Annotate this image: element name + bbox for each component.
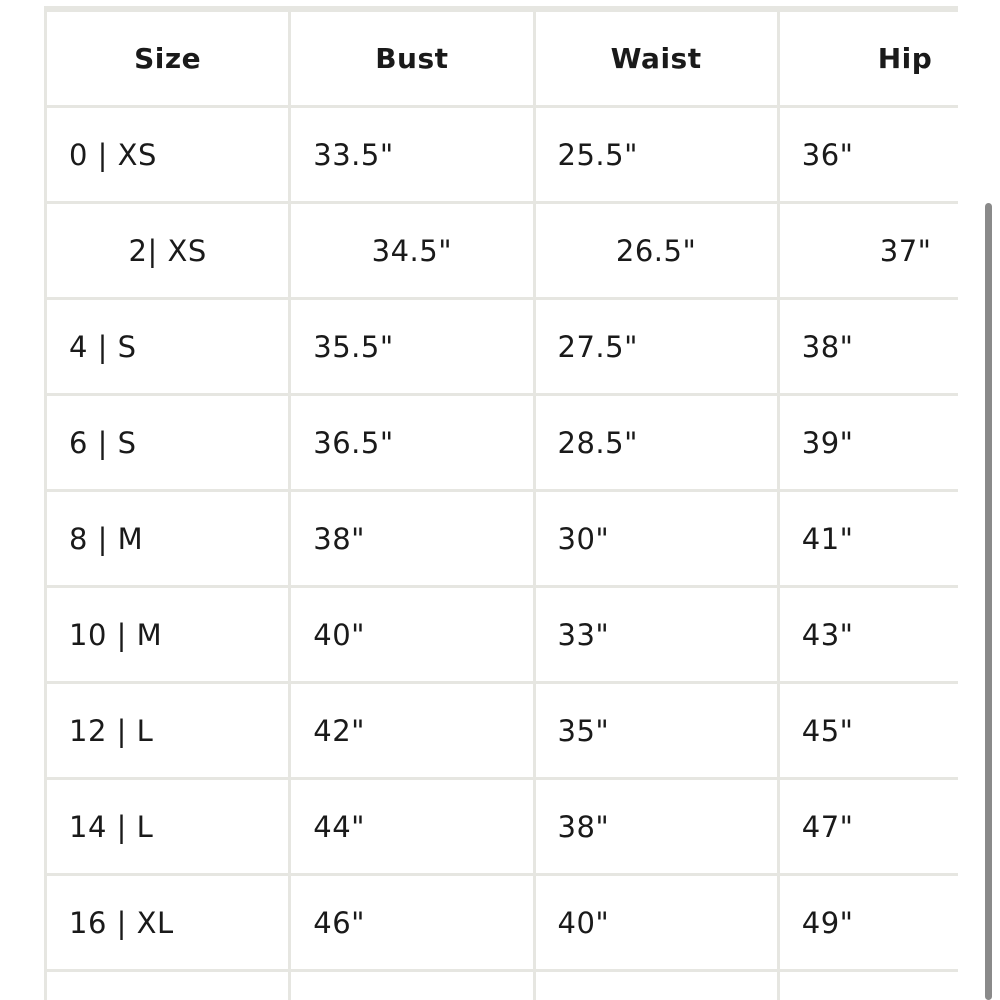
cell-bust: 44" [290, 779, 534, 875]
cell-bust [290, 971, 534, 1000]
cell-hip: 45" [778, 683, 958, 779]
cell-hip: 38" [778, 299, 958, 395]
header-waist: Waist [534, 11, 778, 107]
table-row [46, 395, 959, 491]
cell-size: 12 | L [46, 683, 290, 779]
cell-bust: 38" [290, 491, 534, 587]
cell-waist [534, 971, 778, 1000]
cell-bust: 40" [290, 587, 534, 683]
cell-size: 10 | M [46, 587, 290, 683]
cell-bust: 36.5" [290, 395, 534, 491]
cell-hip: 47" [778, 779, 958, 875]
cell-size: 16 | XL [46, 875, 290, 971]
size-chart [44, 6, 958, 1000]
cell-hip: 39" [778, 395, 958, 491]
table-row [46, 491, 959, 587]
table-row [46, 683, 959, 779]
cell-hip: 43" [778, 587, 958, 683]
table-header-row [46, 11, 959, 107]
cell-size: 0 | XS [46, 107, 290, 203]
cell-waist: 26.5" [534, 203, 778, 299]
header-bust: Bust [290, 11, 534, 107]
cell-size: 4 | S [46, 299, 290, 395]
header-size: Size [46, 11, 290, 107]
header-hip: Hip [778, 11, 958, 107]
cell-hip: 41" [778, 491, 958, 587]
cell-bust: 34.5" [290, 203, 534, 299]
cell-hip [778, 971, 958, 1000]
cell-waist: 40" [534, 875, 778, 971]
cell-bust: 46" [290, 875, 534, 971]
table-row [46, 587, 959, 683]
table-row [46, 203, 959, 299]
size-table [44, 9, 958, 1000]
cell-waist: 33" [534, 587, 778, 683]
cell-bust: 35.5" [290, 299, 534, 395]
cell-size: 6 | S [46, 395, 290, 491]
cell-size: 2| XS [46, 203, 290, 299]
cell-waist: 30" [534, 491, 778, 587]
cell-waist: 35" [534, 683, 778, 779]
cell-waist: 27.5" [534, 299, 778, 395]
cell-hip: 37" [778, 203, 958, 299]
table-row [46, 107, 959, 203]
cell-size [46, 971, 290, 1000]
cell-waist: 25.5" [534, 107, 778, 203]
table-row [46, 299, 959, 395]
cell-bust: 33.5" [290, 107, 534, 203]
cell-hip: 49" [778, 875, 958, 971]
table-row [46, 779, 959, 875]
vertical-scrollbar-thumb[interactable] [985, 203, 992, 1000]
cell-waist: 38" [534, 779, 778, 875]
cell-hip: 36" [778, 107, 958, 203]
cell-waist: 28.5" [534, 395, 778, 491]
cell-size: 8 | M [46, 491, 290, 587]
table-row [46, 875, 959, 971]
cell-size: 14 | L [46, 779, 290, 875]
table-row [46, 971, 959, 1000]
cell-bust: 42" [290, 683, 534, 779]
